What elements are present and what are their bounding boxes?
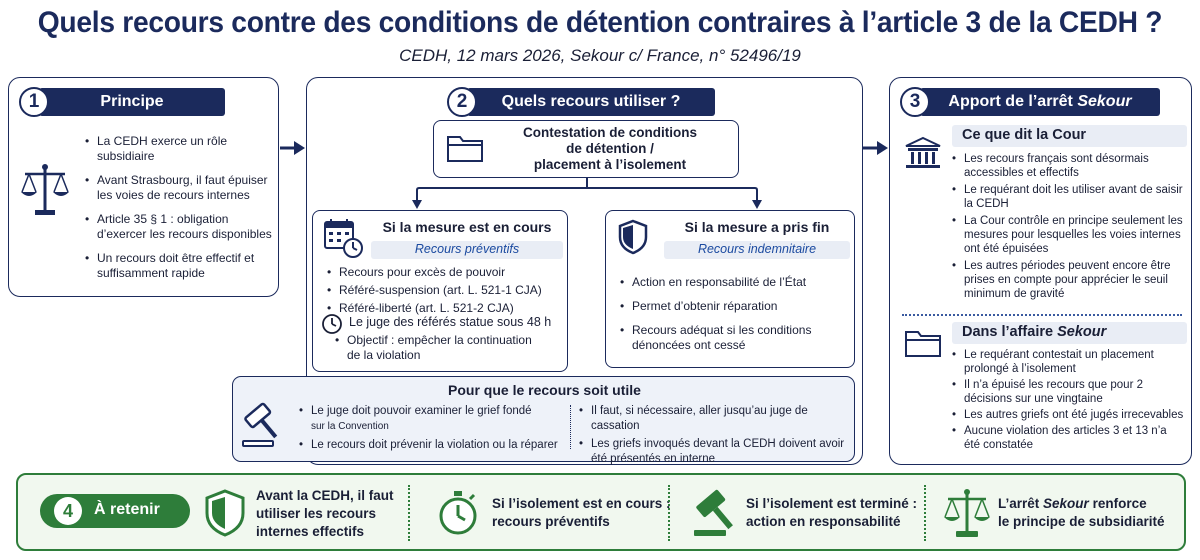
retenir-2-line-2: recours préventifs [492, 514, 610, 529]
courthouse-icon [904, 136, 942, 170]
page-title: Quels recours contre des conditions de détention contraires à l’article 3 de la CEDH ? [37, 6, 1163, 39]
header-prefix: Apport de l’arrêt [948, 93, 1078, 110]
page-subtitle: CEDH, 12 mars 2026, Sekour c/ France, n° 52496/19 [399, 46, 801, 65]
list-item: • Le requérant doit les utiliser avant de saisir la CEDH [952, 183, 1184, 211]
mesure-en-cours-subtitle: Recours préventifs [414, 242, 520, 256]
list-item: • Les recours français sont désormais accessibles et effectifs [952, 152, 1184, 180]
shield-icon [204, 489, 246, 537]
list-item: • Permet d’obtenir réparation [620, 299, 842, 314]
list-item: • Le requérant contestait un placement prolongé à l’isolement [952, 348, 1184, 376]
contestation-line-2: de détention / [566, 141, 654, 156]
indemnitaire-list [620, 275, 842, 353]
gavel-icon [690, 487, 740, 539]
calendar-icon [323, 217, 365, 259]
list-item: • Référé-suspension (art. L. 521-1 CJA) [327, 283, 565, 298]
header-em: Sekour [1077, 93, 1132, 110]
section-3-header-label [948, 93, 1131, 111]
affaire-title-em: Sekour [1057, 324, 1107, 340]
list-item: • Recours pour excès de pouvoir [327, 265, 565, 280]
mesure-prise-fin-title: Si la mesure a pris fin [684, 219, 830, 235]
cour-title: Ce que dit la Cour [962, 127, 1087, 143]
utile-line-1: Le juge doit pouvoir examiner le grief fondé [311, 405, 532, 417]
section-1-header-label: Principe [100, 93, 164, 110]
folder-icon [446, 133, 484, 163]
section-apport [889, 77, 1192, 465]
retenir-item-4 [998, 495, 1165, 531]
retenir-item-2 [492, 495, 671, 531]
section-4-number: 4 [54, 497, 82, 525]
a-retenir-label: À retenir [94, 501, 160, 518]
utile-right-list [579, 404, 849, 467]
contestation-line-3: placement à l’isolement [533, 157, 687, 172]
mesure-prise-fin-subtitle: Recours indemnitaire [697, 242, 817, 256]
list-item: • Un recours doit être effectif et suffisamment rapide [85, 251, 277, 281]
list-item: • La Cour contrôle en principe seulement les mesures pour lesquelles les voies internes ont été épuisées [952, 214, 1184, 256]
list-item: • Recours adéquat si les conditions dénoncées ont cessé [620, 323, 842, 353]
section-a-retenir [16, 473, 1186, 551]
list-item: • Les autres griefs ont été jugés irrecevables [952, 408, 1184, 422]
retenir-1-line-2: utiliser les recours [256, 506, 377, 521]
section-1-header [39, 88, 225, 116]
section-2-header-label: Quels recours utiliser ? [501, 93, 681, 110]
list-item: • Le recours doit prévenir la violation ou la réparer [299, 438, 567, 453]
retenir-1-line-3: internes effectifs [256, 524, 365, 539]
gavel-icon [239, 399, 289, 449]
recours-utile-box [232, 376, 855, 465]
section-3-header [920, 88, 1160, 116]
list-item: • Aucune violation des articles 3 et 13 n’a été constatée [952, 424, 1184, 452]
shield-icon [618, 219, 648, 255]
stopwatch-icon [436, 489, 480, 537]
list-item: • Avant Strasbourg, il faut épuiser les voies de recours internes [85, 173, 277, 203]
section-1-number: 1 [19, 87, 49, 117]
retenir-1-line-1: Avant la CEDH, il faut [256, 488, 394, 503]
arrow-right-icon [863, 140, 889, 156]
mesure-prise-fin-box [605, 210, 855, 368]
juge-48h-text: Le juge des référés statue sous 48 h [349, 315, 552, 329]
list-item: • Action en responsabilité de l’État [620, 275, 842, 290]
principe-list [85, 134, 277, 281]
clock-icon [321, 313, 343, 335]
arrow-right-icon [280, 140, 306, 156]
section-2-header [467, 88, 715, 116]
objectif-list [335, 333, 535, 363]
contestation-box [433, 120, 739, 178]
a-retenir-pill [40, 494, 190, 528]
list-item: • Les autres périodes peuvent encore être prises en compte pour apprécier le seuil minimum de gravité [952, 259, 1184, 301]
objectif-item: • Objectif : empêcher la continuation de la violation [335, 333, 535, 363]
utile-line-2: sur la Convention [311, 421, 389, 432]
retenir-4-em: Sekour [1043, 496, 1089, 511]
contestation-line-1: Contestation de conditions [523, 125, 697, 140]
retenir-4-line-2: le principe de subsidiarité [998, 514, 1165, 529]
scales-icon [942, 487, 992, 541]
list-item: • Article 35 § 1 : obligation d’exercer les recours disponibles [85, 212, 277, 242]
retenir-3-line-1: Si l’isolement est terminé : [746, 496, 918, 511]
list-item: • Les griefs invoqués devant la CEDH doivent avoir été présentés en interne [579, 437, 849, 467]
list-item [299, 404, 567, 434]
list-item: • Il n’a épuisé les recours que pour 2 décisions sur une vingtaine [952, 378, 1184, 406]
list-item: • Référé-liberté (art. L. 521-2 CJA) [327, 301, 565, 316]
preventifs-list [327, 265, 565, 316]
section-principe [8, 77, 279, 297]
scales-icon [19, 162, 71, 218]
list-item: • La CEDH exerce un rôle subsidiaire [85, 134, 277, 164]
retenir-item-3 [746, 495, 917, 531]
section-3-number: 3 [900, 87, 930, 117]
affaire-list [952, 348, 1184, 452]
retenir-2-line-1: Si l’isolement est en cours : [492, 496, 671, 511]
mesure-en-cours-box [312, 210, 568, 372]
branch-arrows [407, 178, 767, 210]
affaire-title-prefix: Dans l’affaire [962, 324, 1058, 340]
retenir-4-line-1 [998, 495, 1165, 513]
retenir-4-a: L’arrêt [998, 496, 1044, 511]
list-item: • Il faut, si nécessaire, aller jusqu’au juge de cassation [579, 404, 849, 434]
folder-icon [904, 328, 942, 358]
mesure-en-cours-title: Si la mesure est en cours [382, 219, 552, 235]
recours-utile-title: Pour que le recours soit utile [448, 382, 641, 398]
retenir-4-b: renforce [1088, 496, 1147, 511]
retenir-3-line-2: action en responsabilité [746, 514, 901, 529]
utile-left-list [299, 404, 567, 453]
section-2-number: 2 [447, 87, 477, 117]
affaire-title [962, 324, 1106, 340]
retenir-item-1 [256, 487, 394, 541]
cour-list [952, 152, 1184, 301]
